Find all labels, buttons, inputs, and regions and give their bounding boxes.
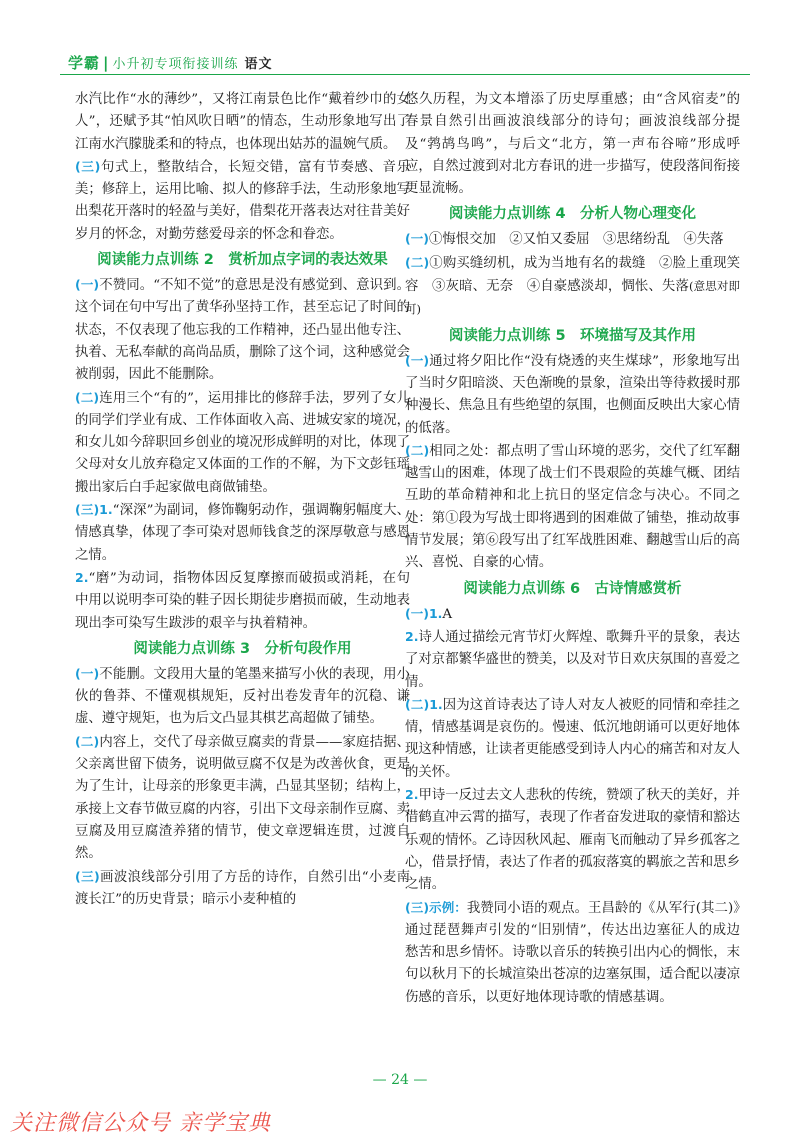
section-title: 阅读能力点训练 3 分析句段作用	[133, 640, 352, 657]
item-number: 2.	[405, 787, 419, 803]
paragraph	[405, 694, 740, 784]
answer-text: 内容上，交代了母亲做豆腐卖的背景——家庭拮据、父亲离世留下债务，说明做豆腐不仅是为改善伙食，更是为了生计，让母亲的形象更丰满，凸显其坚韧；结构上，承接上文春节做豆腐的内容，引出下文母亲制作豆腐、卖豆腐及用豆腐渣养猪的情节，使文章逻辑连贯，过渡自然。	[75, 734, 410, 862]
item-label: (二)	[75, 389, 100, 405]
item-label: (三)	[405, 899, 430, 915]
item-label: (二)	[75, 733, 100, 749]
item-number: 1.	[99, 502, 113, 518]
answer-text: 连用三个“有的”，运用排比的修辞手法，罗列了女儿的同学们学业有成、工作体面收入高、进城安家的境况，和女儿如今辞职回乡创业的境况形成鲜明的对比，体现了父母对女儿放弃稳定又体面的工作的不解，为下文彭钰瑶搬出家后白手起家做电商做铺垫。	[75, 390, 410, 495]
section-title: 阅读能力点训练 5 环境描写及其作用	[448, 327, 697, 344]
page-header	[60, 52, 750, 78]
right-column	[405, 89, 740, 1009]
header-divider	[60, 74, 750, 75]
book-brand: 学霸 | 小升初专项衔接训练 语文	[68, 54, 273, 72]
paragraph	[75, 866, 410, 912]
subject-name: 语文	[244, 57, 273, 72]
paragraph	[75, 663, 410, 731]
answer-text: ①悔恨交加 ②又怕又委屈 ③思绪纷乱 ④失落	[428, 232, 724, 248]
paragraph	[75, 274, 410, 386]
item-label: (三)	[75, 868, 100, 884]
brand-name: 学霸	[68, 54, 101, 72]
item-label: (一)	[75, 665, 100, 681]
answer-text: “深深”为副词，修饰鞠躬动作，强调鞠躬幅度大、情感真挚，体现了李可染对恩师钱食芝的深厚敬意与感恩之情。	[75, 503, 410, 563]
paragraph	[75, 567, 410, 635]
series-name: 小升初专项衔接训练	[112, 57, 239, 72]
answer-text: 因为这首诗表达了诗人对友人被贬的同情和牵挂之情，情感基调是哀伤的。慢速、低沉地朗诵可以更好地体现这种情感，让读者更能感受到诗人内心的痛苦和对友人的关怀。	[405, 697, 740, 780]
paragraph	[75, 731, 410, 866]
item-label: (一)	[75, 277, 100, 293]
note: (意思对即可)	[405, 279, 740, 317]
answer-text: “磨”为动词，指物体因反复摩擦而破损或消耗，在句中用以说明李可染的鞋子因长期徒步磨损而破，生动地表现出李可染写生跋涉的艰辛与执着精神。	[75, 570, 410, 631]
paragraph: 悠久历程，为文本增添了历史厚重感；由“含风宿麦”的春景自然引出画波浪线部分的诗句；画波浪线部分提及“鹁鸪鸟鸣”，与后文“北方，第一声布谷啼”形成呼应，自然过渡到对北方春讯的进一步描写，使段落间衔接更显流畅。	[405, 92, 740, 197]
answer-text: 通过将夕阳比作“没有烧透的夹生煤球”，形象地写出了当时夕阳暗淡、天色渐晚的景象，渲染出等待救援时那种漫长、焦急且有些绝望的氛围，也侧面反映出大家心情的低落。	[405, 353, 740, 436]
answer-text: 画波浪线部分引用了方岳的诗作，自然引出“小麦南渡长江”的历史背景；暗示小麦种植的	[75, 869, 410, 907]
answer-text: 甲诗一反过去文人悲秋的传统，赞颂了秋天的美好，并借鹤直冲云霄的描写，表现了作者奋发进取的豪情和豁达乐观的情怀。乙诗因秋风起、雁南飞而触动了异乡孤客之心，借景抒情，表达了作者的孤寂落寞的羁旅之苦和思乡之情。	[405, 788, 740, 893]
item-label: (二)	[405, 254, 430, 270]
item-label: (三)	[75, 158, 101, 174]
answer-text: 我赞同小语的观点。王昌龄的《从军行(其二)》通过琵琶舞声引发的“旧别情”，传达出边塞征人的成边愁苦和思乡情怀。诗歌以音乐的转换引出内心的惆怅，末句以秋月下的长城渲染出苍凉的边塞氛围，适合配以凄凉伤感的音乐，以更好地体现诗歌的情感基调。	[405, 900, 740, 1005]
answer-text: 诗人通过描绘元宵节灯火辉煌、歌舞升平的景象，表达了对京都繁华盛世的赞美，以及对节日欢庆氛围的喜爱之情。	[405, 629, 740, 690]
example-prefix: 示例：	[429, 899, 467, 915]
paragraph	[405, 252, 740, 322]
answer-text: 相同之处：都点明了雪山环境的恶劣，交代了红军翻越雪山的困难，体现了战士们不畏艰险的英雄气概、团结互助的革命精神和北上抗日的坚定信念与决心。不同之处：第①段为写战士即将遇到的困难做了铺垫，推动故事情节发展；第⑥段写出了红军战胜困难、翻越雪山后的高兴、喜悦、自豪的心情。	[405, 443, 741, 571]
paragraph	[75, 499, 410, 567]
paragraph	[405, 897, 740, 1009]
paragraph	[405, 626, 740, 694]
item-label: (二)	[405, 442, 430, 458]
answer-text: A	[442, 606, 453, 622]
section-title: 阅读能力点训练 4 分析人物心理变化	[448, 206, 697, 223]
paragraph	[405, 440, 740, 575]
watermark-text: 关注微信公众号 亲学宝典	[10, 1111, 271, 1136]
paragraph	[405, 603, 740, 626]
item-number: 1.	[429, 696, 443, 712]
paragraph	[75, 387, 410, 499]
answer-text: ①购买缝纫机，成为当地有名的裁缝 ②脸上重现笑容 ③灰暗、无奈 ④自豪感淡却，惆怅、失落	[405, 255, 741, 295]
item-label: (一)	[405, 352, 430, 368]
answer-text: 不赞同。“不知不觉”的意思是没有感觉到、意识到。这个词在句中写出了黄华孙坚持工作，甚至忘记了时间的状态，不仅表现了他忘我的工作精神，还凸显出他专注、执着、无私奉献的高尚品质，删除了这个词，这种感觉会被削弱，因此不能删除。	[75, 278, 410, 383]
paragraph: 水汽比作“水的薄纱”，又将江南景色比作“戴着纱巾的女人”，还赋予其“怕风吹日晒”的情态，生动形象地写出了江南水汽朦胧柔和的特点，也体现出姑苏的温婉气质。	[75, 92, 410, 152]
item-number: 2.	[405, 628, 419, 644]
answer-text: 不能删。文段用大量的笔墨来描写小伙的表现，用小伙的鲁莽、不懂观棋规矩，反衬出卷发青年的沉稳、谦虚、遵守规矩，也为后文凸显其棋艺高超做了铺垫。	[75, 666, 411, 727]
item-label: (一)	[405, 231, 429, 247]
page-number: — 24 —	[372, 1072, 428, 1088]
paragraph	[405, 784, 740, 896]
paragraph	[75, 156, 410, 246]
section-title: 阅读能力点训练 6 古诗情感赏析	[463, 580, 682, 597]
item-number: 1.	[428, 605, 443, 621]
item-label: (一)	[405, 605, 429, 621]
item-label: (二)	[405, 696, 430, 712]
paragraph	[405, 350, 740, 440]
section-title: 阅读能力点训练 2 赏析加点字词的表达效果	[97, 252, 388, 269]
paragraph	[405, 228, 740, 251]
left-column	[75, 89, 410, 911]
item-label: (三)	[75, 502, 100, 518]
item-number: 2.	[75, 569, 89, 585]
answer-text: 句式上，整散结合，长短交错，富有节奏感、音乐美；修辞上，运用比喻、拟人的修辞手法，生动形象地写出梨花开落时的轻盈与美好，借梨花开落表达对往昔美好岁月的怀念，对勤劳慈爱母亲的怀念和眷恋。	[75, 159, 411, 242]
